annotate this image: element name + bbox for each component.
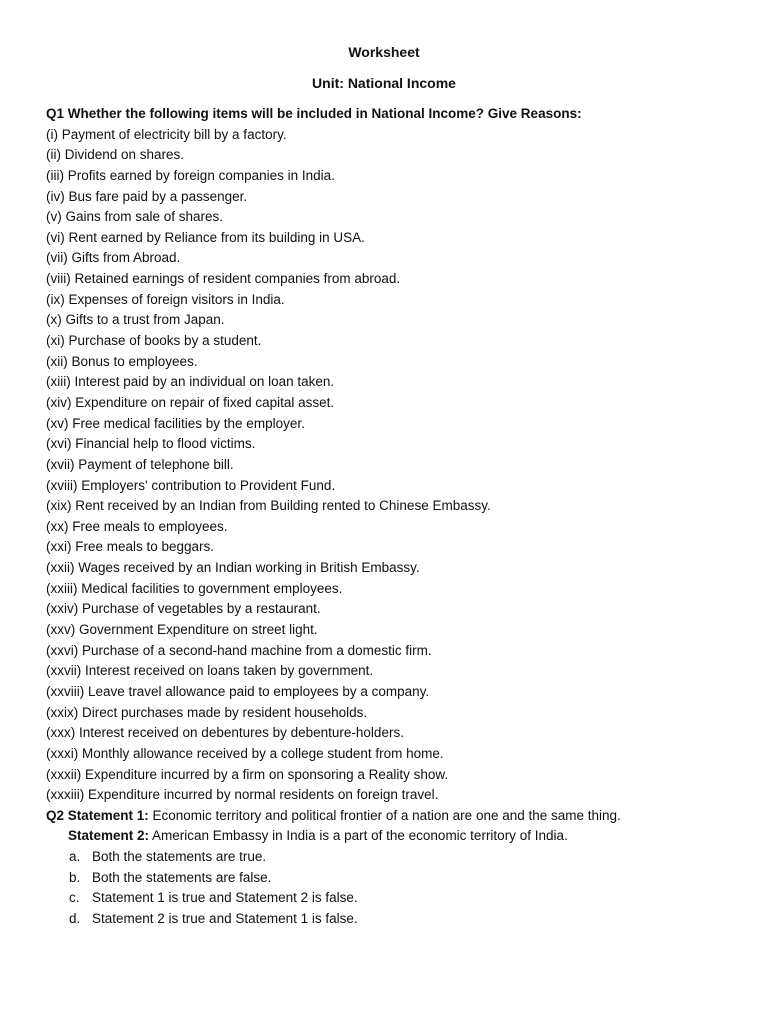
q1-item: (xxx) Interest received on debentures by debenture-holders.: [46, 725, 404, 741]
q1-item: (ii) Dividend on shares.: [46, 147, 185, 163]
q1-item: (xix) Rent received by an Indian from Building rented to Chinese Embassy.: [46, 498, 491, 514]
q2-statement-2-label: Statement 2:: [68, 828, 150, 844]
q2-option: [46, 888, 746, 909]
q1-item: (xxii) Wages received by an Indian working in British Embassy.: [46, 560, 420, 576]
q1-item: (vi) Rent earned by Reliance from its building in USA.: [46, 229, 365, 245]
q2-option: [46, 868, 746, 889]
q1-item: (xxviii) Leave travel allowance paid to employees by a company.: [46, 683, 430, 699]
q1-item: (xvii) Payment of telephone bill.: [46, 456, 234, 472]
q1-item: (xxix) Direct purchases made by resident households.: [46, 704, 368, 720]
q1-item: (i) Payment of electricity bill by a factory.: [46, 126, 287, 142]
q1-item: (iv) Bus fare paid by a passenger.: [46, 188, 248, 204]
q2-option-text: Statement 1 is true and Statement 2 is false.: [92, 890, 358, 906]
q1-item: (xxv) Government Expenditure on street light.: [46, 622, 318, 638]
q1-item: (xx) Free meals to employees.: [46, 518, 228, 534]
q2-option-text: Both the statements are true.: [92, 849, 267, 865]
q1-item: (iii) Profits earned by foreign companies in India.: [46, 167, 335, 183]
q1-item: (xi) Purchase of books by a student.: [46, 333, 262, 349]
q1-item: (xxi) Free meals to beggars.: [46, 539, 215, 555]
document-title: Worksheet: [348, 44, 420, 60]
q1-item: (xii) Bonus to employees.: [46, 353, 198, 369]
q2-statement-2-text: American Embassy in India is a part of the economic territory of India.: [149, 828, 568, 844]
q2-statement-1: [46, 806, 746, 827]
q2-option-text: Statement 2 is true and Statement 1 is false.: [92, 910, 358, 926]
q1-item: (xxvi) Purchase of a second-hand machine from a domestic firm.: [46, 642, 432, 658]
q1-item-list: [46, 125, 746, 806]
q1-item: (xxvii) Interest received on loans taken by government.: [46, 663, 374, 679]
q1-item: (viii) Retained earnings of resident companies from abroad.: [46, 271, 401, 287]
q1-item: (ix) Expenses of foreign visitors in India.: [46, 291, 285, 307]
q1-heading: Q1 Whether the following items will be included in National Income? Give Reasons:: [46, 106, 582, 121]
q2-statement-1-text: Economic territory and political frontier of a nation are one and the same thing.: [148, 807, 621, 823]
q1-item: (vii) Gifts from Abroad.: [46, 250, 181, 266]
q2-option-letter: a.: [69, 849, 81, 865]
q2-option-letter: d.: [69, 910, 81, 926]
q1-item: (xxxi) Monthly allowance received by a college student from home.: [46, 745, 444, 761]
q1-item: (xxxii) Expenditure incurred by a firm on sponsoring a Reality show.: [46, 766, 449, 782]
q1-item: (xxiv) Purchase of vegetables by a restaurant.: [46, 601, 321, 617]
q2-statement-1-label: Q2 Statement 1:: [46, 807, 149, 823]
q2-statement-2: [46, 826, 746, 847]
q1-item: (xiv) Expenditure on repair of fixed capital asset.: [46, 394, 335, 410]
q1-item: (xxxiii) Expenditure incurred by normal residents on foreign travel.: [46, 787, 439, 803]
q2-option-list: [46, 847, 746, 930]
q1-item: (xvi) Financial help to flood victims.: [46, 436, 256, 452]
q2-option-letter: b.: [69, 869, 81, 885]
document-body: [46, 104, 746, 930]
q1-item: (x) Gifts to a trust from Japan.: [46, 312, 225, 328]
q2-option: [46, 909, 746, 930]
q1-item: (xv) Free medical facilities by the employer.: [46, 415, 305, 431]
q1-item: (xviii) Employers' contribution to Provident Fund.: [46, 477, 336, 493]
q2-option-text: Both the statements are false.: [92, 869, 272, 885]
q1-item: (v) Gains from sale of shares.: [46, 209, 224, 225]
q2-option: [46, 847, 746, 868]
q1-item: (xxiii) Medical facilities to government employees.: [46, 580, 343, 596]
document-unit: Unit: National Income: [312, 75, 456, 91]
q1-item: (xiii) Interest paid by an individual on loan taken.: [46, 374, 335, 390]
q2-option-letter: c.: [69, 890, 80, 906]
